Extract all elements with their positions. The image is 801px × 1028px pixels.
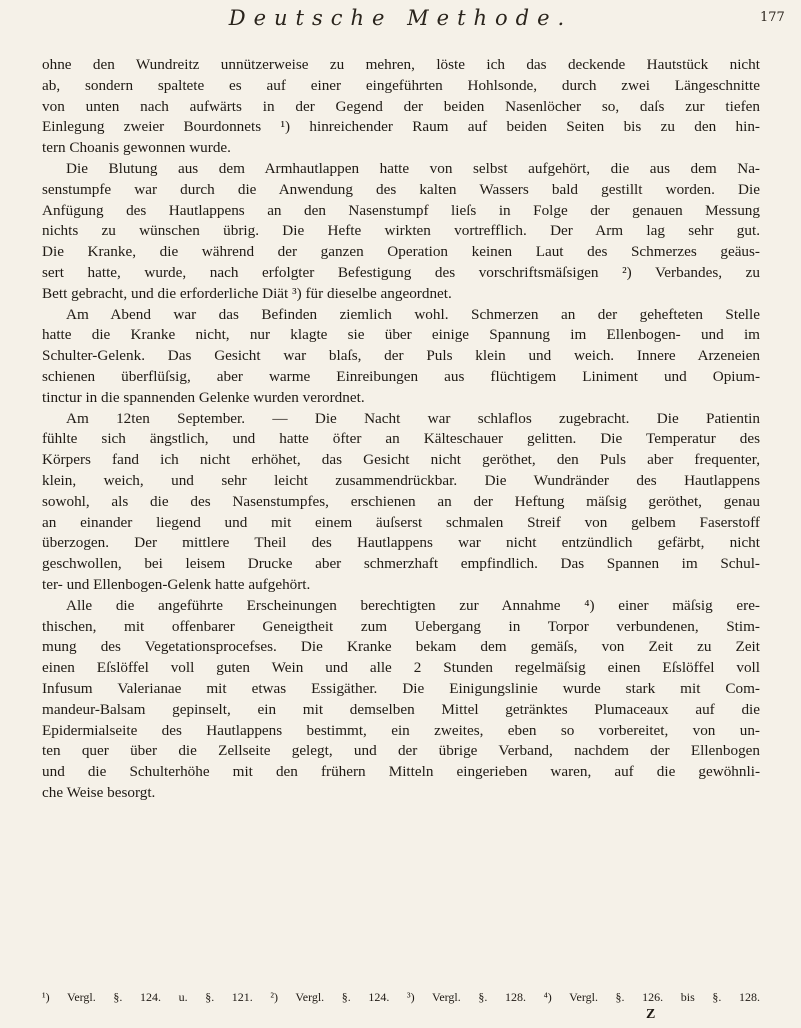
text-line: ten quer über die Zellseite gelegt, und der übrige Verband, nachdem der Ellenbogen (42, 742, 760, 760)
text-line: tern Choanis gewonnen wurde. (42, 139, 231, 157)
text-line: Bett gebracht, und die erforderliche Diät ³) für dieselbe angeordnet. (42, 284, 452, 302)
text-line: Einlegung zweier Bourdonnets ¹) hinreichender Raum auf beiden Seiten bis zu den hin- (42, 118, 760, 136)
text-line: Am 12ten September. — Die Nacht war schlaflos zugebracht. Die Patientin (66, 409, 760, 427)
text-line: Die Kranke, die während der ganzen Operation keinen Laut des Schmerzes geäus- (42, 243, 760, 261)
text-line: schienen überflüſsig, aber warme Einreibungen aus flüchtigem Liniment und Opium- (42, 367, 760, 385)
text-line: einen Eſslöffel voll guten Wein und alle 2 Stunden regelmäſsig einen Eſslöffel voll (42, 659, 760, 677)
footnotes: ¹) Vergl. §. 124. u. §. 121. ²) Vergl. §. 124. ³) Vergl. §. 128. ⁴) Vergl. §. 126. bis §. 128. (42, 990, 760, 1004)
text-line: und die Schulterhöhe mit den frühern Mitteln eingerieben waren, auf die gewöhnli- (42, 763, 760, 781)
text-line: sert hatte, wurde, nach erfolgter Befestigung des vorschriftsmäſsigen ²) Verbandes, zu (42, 263, 760, 281)
text-line: Infusum Valerianae mit etwas Essigäther. Die Einigungslinie wurde stark mit Com- (42, 679, 760, 697)
text-line: Anfügung des Hautlappens an den Nasenstumpf lieſs in Folge der genauen Messung (42, 201, 760, 219)
running-header: Deutsche Methode. (228, 6, 573, 30)
text-line: Körpers fand ich nicht erhöhet, das Gesicht nicht geröthet, den Puls aber frequenter, (42, 451, 760, 469)
text-line: ter- und Ellenbogen-Gelenk hatte aufgehört. (42, 575, 311, 593)
text-line: hatte die Kranke nicht, nur klagte sie über einige Spannung im Ellenbogen- und im (42, 326, 760, 344)
text-line: mandeur-Balsam gepinselt, ein mit demselben Mittel getränktes Plumaceaux auf die (42, 700, 760, 718)
text-line: ohne den Wundreitz unnützerweise zu mehren, löste ich das deckende Hautstück nicht (42, 56, 760, 73)
body-text (42, 55, 760, 804)
text-line: Am Abend war das Befinden ziemlich wohl. Schmerzen an der gehefteten Stelle (66, 305, 760, 323)
text-line: thischen, mit offenbarer Geneigtheit zum Uebergang in Torpor verbundenen, Stim- (42, 617, 760, 635)
text-line: fühlte sich ängstlich, und hatte öfter an Kälteschauer gelitten. Die Temperatur des (42, 430, 760, 448)
text-line: geschwollen, bei leisem Drucke aber schmerzhaft empfindlich. Das Spannen im Schul- (42, 555, 760, 573)
text-line: mung des Vegetationsprocefses. Die Kranke bekam dem gemäſs, von Zeit zu Zeit (42, 638, 760, 656)
text-line: sowohl, als die des Nasenstumpfes, erschienen an der Heftung mäſsig geröthet, genau (42, 492, 760, 510)
text-line: Die Blutung aus dem Armhautlappen hatte von selbst aufgehört, die aus dem Na- (66, 159, 760, 177)
text-line: Schulter-Gelenk. Das Gesicht war blaſs, der Puls klein und weich. Innere Arzeneien (42, 347, 760, 365)
text-line: an einander liegend und mit einem äuſserst schmalen Streif von gelbem Faserstoff (42, 513, 760, 531)
text-line: tinctur in die spannenden Gelenke wurden verordnet. (42, 388, 365, 406)
text-line: klein, weich, und sehr leicht zusammendrückbar. Die Wundränder des Hautlappens (42, 471, 760, 489)
text-line: Epidermialseite des Hautlappens bestimmt, ein zweites, eben so vorbereitet, von un- (42, 721, 760, 739)
text-line: Alle die angeführte Erscheinungen berechtigten zur Annahme ⁴) einer mäſsig ere- (66, 596, 760, 614)
text-line: nichts zu wünschen übrig. Die Hefte wirkten vortrefflich. Der Arm lag sehr gut. (42, 222, 760, 240)
signature-mark: Z (646, 1007, 656, 1022)
text-line: senstumpfe war durch die Anwendung des kalten Wassers bald gestillt worden. Die (42, 180, 760, 198)
page-number: 177 (760, 10, 785, 25)
text-line: überzogen. Der mittlere Theil des Hautlappens war nicht entzündlich gefärbt, nicht (42, 534, 760, 552)
text-line: ab, sondern spaltete es auf einer eingeführten Hohlsonde, durch zwei Längeschnitte (42, 76, 760, 94)
text-line: von unten nach aufwärts in der Gegend der beiden Nasenlöcher so, daſs zur tiefen (42, 97, 760, 115)
text-line: che Weise besorgt. (42, 783, 156, 801)
